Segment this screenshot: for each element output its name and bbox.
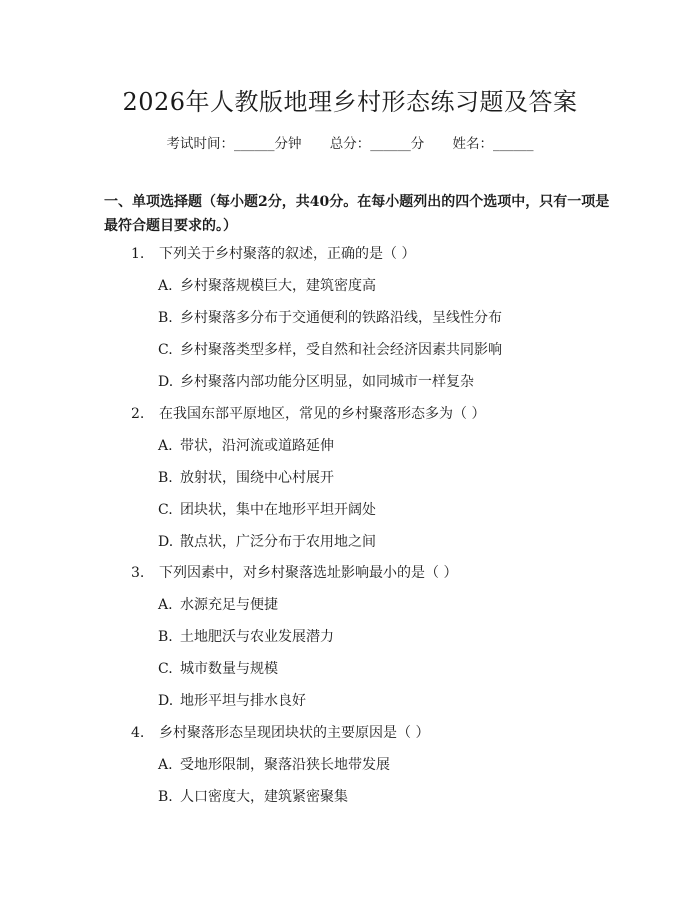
question-number: 3. [131, 565, 145, 581]
option-text: 人口密度大，建筑紧密聚集 [180, 789, 348, 805]
exam-info [0, 132, 700, 152]
question-stem: 下列关于乡村聚落的叙述，正确的是（ ） [159, 246, 416, 262]
question-number: 1. [131, 246, 145, 262]
question-1-option-b [158, 308, 608, 328]
option-letter: D. [158, 693, 174, 709]
option-text: 受地形限制，聚落沿狭长地带发展 [180, 757, 390, 773]
option-letter: B. [158, 470, 173, 486]
question-3-option-a [158, 595, 608, 615]
page-title: 2026年人教版地理乡村形态练习题及答案 [122, 88, 578, 116]
question-2-option-c [158, 500, 608, 520]
option-text: 乡村聚落内部功能分区明显，如同城市一样复杂 [180, 374, 474, 390]
option-letter: A. [158, 757, 173, 773]
question-3-option-d [158, 691, 608, 711]
option-letter: A. [158, 597, 173, 613]
option-text: 地形平坦与排水良好 [180, 693, 306, 709]
question-2-option-d [158, 532, 608, 552]
option-letter: B. [158, 789, 173, 805]
question-stem: 乡村聚落形态呈现团块状的主要原因是（ ） [159, 725, 430, 741]
exam-time-field: 考试时间：______分钟 [166, 136, 302, 152]
question-number: 4. [131, 725, 145, 741]
section-heading-single-choice: 一、单项选择题（每小题2分，共40分。在每小题列出的四个选项中，只有一项是最符合题目要求的。） [104, 194, 610, 234]
question-3 [131, 563, 611, 583]
question-1 [131, 244, 611, 264]
question-1-option-a [158, 276, 608, 296]
question-3-option-b [158, 627, 608, 647]
question-4-option-a [158, 755, 608, 775]
question-1-option-c [158, 340, 608, 360]
option-text: 土地肥沃与农业发展潜力 [180, 629, 334, 645]
option-letter: D. [158, 374, 174, 390]
option-letter: A. [158, 438, 173, 454]
option-text: 城市数量与规模 [180, 661, 278, 677]
question-stem: 在我国东部平原地区，常见的乡村聚落形态多为（ ） [159, 406, 486, 422]
option-letter: B. [158, 310, 173, 326]
option-letter: A. [158, 278, 173, 294]
question-2 [131, 404, 611, 424]
student-name-field: 姓名：______ [452, 136, 534, 152]
question-4-option-b [158, 787, 608, 807]
total-score-field: 总分：______分 [329, 136, 425, 152]
question-3-option-c [158, 659, 608, 679]
option-letter: C. [158, 502, 173, 518]
question-1-option-d [158, 372, 608, 392]
option-letter: D. [158, 534, 174, 550]
option-text: 水源充足与便捷 [180, 597, 278, 613]
option-text: 乡村聚落多分布于交通便利的铁路沿线，呈线性分布 [180, 310, 502, 326]
option-letter: C. [158, 661, 173, 677]
option-text: 放射状，围绕中心村展开 [180, 470, 334, 486]
option-letter: B. [158, 629, 173, 645]
option-text: 带状，沿河流或道路延伸 [180, 438, 334, 454]
question-4 [131, 723, 611, 743]
option-text: 散点状，广泛分布于农用地之间 [180, 534, 376, 550]
option-letter: C. [158, 342, 173, 358]
option-text: 团块状，集中在地形平坦开阔处 [180, 502, 376, 518]
question-number: 2. [131, 406, 145, 422]
question-2-option-a [158, 436, 608, 456]
option-text: 乡村聚落类型多样，受自然和社会经济因素共同影响 [180, 342, 502, 358]
question-stem: 下列因素中，对乡村聚落选址影响最小的是（ ） [159, 565, 458, 581]
option-text: 乡村聚落规模巨大，建筑密度高 [180, 278, 376, 294]
question-2-option-b [158, 468, 608, 488]
